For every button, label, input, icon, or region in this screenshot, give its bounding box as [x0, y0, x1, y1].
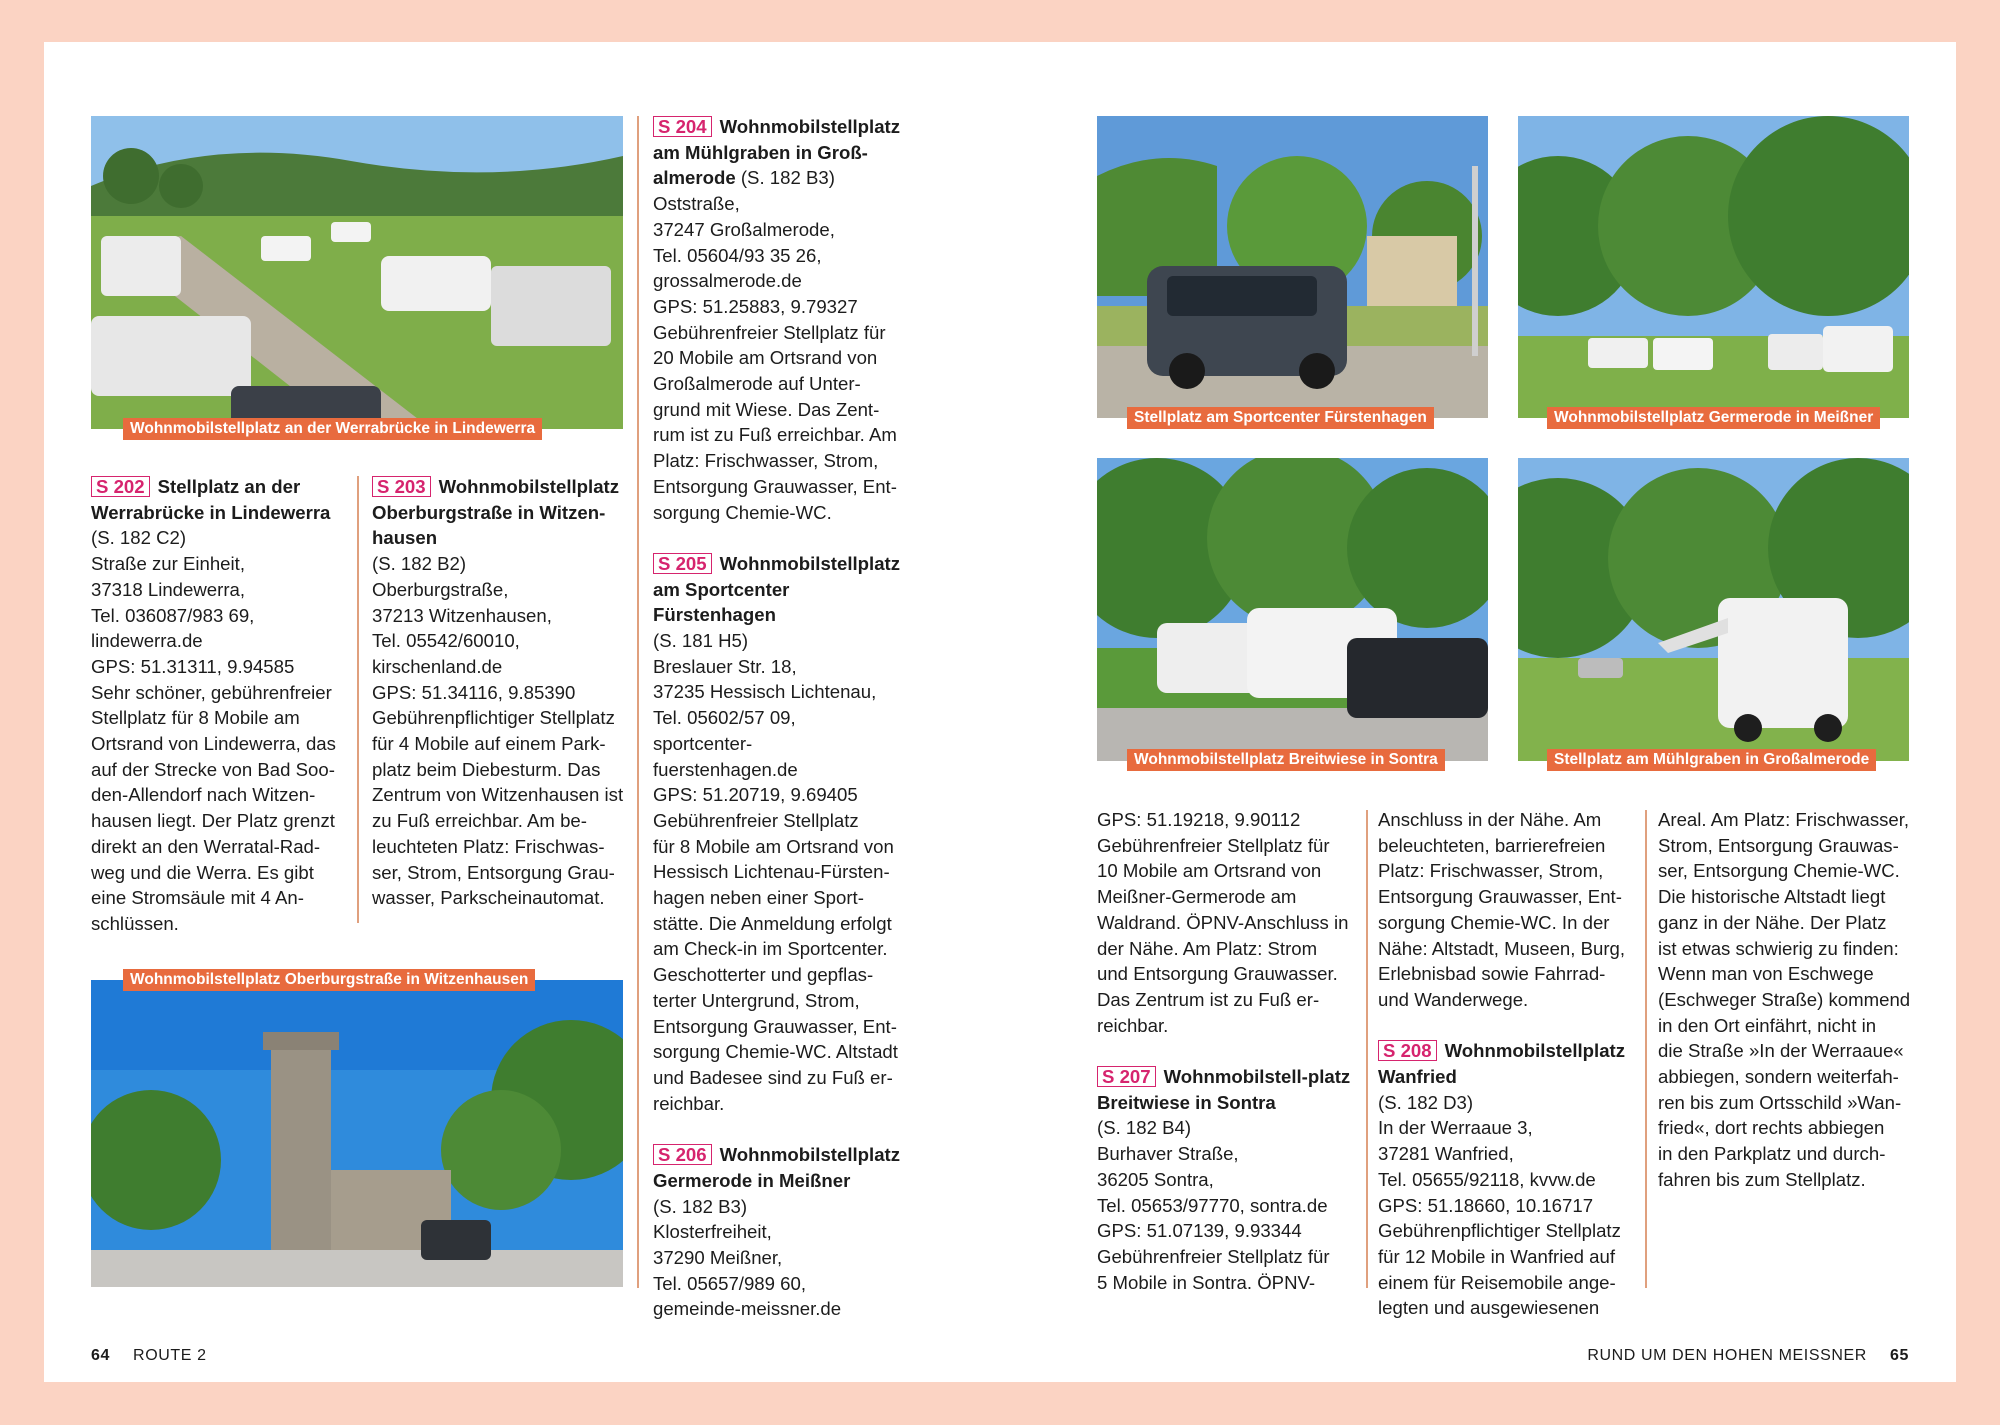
motorhome-image — [1518, 458, 1909, 761]
column-divider — [1366, 810, 1368, 1288]
text-column-6 — [1658, 807, 1920, 1218]
entry-s203: S 203 Wohnmobilstellplatz Oberburgstraße in Witzen-hausen (S. 182 B2) Oberburgstraße, 37213 Witzenhausen, Tel. 05542/60010, kirschenland.de GPS: 51.34116, 9.85390 Gebührenpflichtiger Stellplatz für 4 Mobile auf einem Park- platz beim Diebesturm. Das Zentrum von Witzenhausen ist zu Fuß erreichbar. Am be- leuchteten Platz: Frischwas- ser, Strom, Entsorgung Grau- wasser, Parkscheinautomat. — [372, 476, 624, 909]
entry-s204: S 204 Wohnmobilstellplatz am Mühlgraben in Groß-almerode (S. 182 B3) Oststraße, 37247 Großalmerode, Tel. 05604/93 35 26, grossalmerode.de GPS: 51.25883, 9.79327 Gebührenfreier Stellplatz für 20 Mobile am Ortsrand von Großalmerode auf Unter- grund mit Wiese. Das Zent- rum ist zu Fuß erreichbar. Am Platz: Frischwasser, Strom, Entsorgung Grauwasser, Ent- sorgung Chemie-WC. — [653, 116, 901, 523]
entry-s207: S 207 Wohnmobilstell-platz Breitwiese in Sontra (S. 182 B4) Burhaver Straße, 36205 Sontra, Tel. 05653/97770, sontra.de GPS: 51.07139, 9.93344 Gebührenfreier Stellplatz für 5 Mobile in Sontra. ÖPNV- — [1097, 1066, 1351, 1293]
route-label: ROUTE 2 — [133, 1347, 207, 1364]
footer-left — [91, 1347, 207, 1365]
entry-title: Wohnmobilstellplatz Oberburgstraße in Witzen-hausen — [372, 476, 620, 549]
van-image — [1097, 116, 1488, 418]
column-divider — [1645, 810, 1647, 1288]
entry-s205: S 205 Wohnmobilstellplatz am Sportcenter Fürstenhagen (S. 181 H5) Breslauer Str. 18, 37235 Hessisch Lichtenau, Tel. 05602/57 09, sportcenter- fuerstenhagen.de GPS: 51.20719, 9.69405 Gebührenfreier Stellplatz für 8 Mobile am Ortsrand von Hessisch Lichtenau-Fürsten- hagen neben einer Sport- stätte. Die Anmeldung erfolgt am Check-in im Sportcenter. Geschotterter und gepflas- terter Untergrund, Strom, Entsorgung Grauwasser, Ent- sorgung Chemie-WC. Altstadt und Badesee sind zu Fuß er- reichbar. — [653, 552, 901, 1114]
tower-image — [91, 980, 623, 1287]
entry-title: Wohnmobilstellplatz Germerode in Meißner — [653, 1144, 901, 1191]
photo-caption: Stellplatz am Mühlgraben in Großalmerode — [1547, 749, 1876, 771]
photo-caption: Wohnmobilstellplatz Oberburgstraße in Witzenhausen — [123, 969, 535, 991]
entry-s207-continuation: Anschluss in der Nähe. Am beleuchteten, barrierefreien Platz: Frischwasser, Strom, Entsorgung Grauwasser, Ent- sorgung Chemie-WC. In der Nähe: Altstadt, Museen, Burg, Erlebnisbad sowie Fahrrad- und Wanderwege. — [1378, 809, 1626, 1010]
map-ref: (S. 182 C2) — [91, 527, 187, 549]
map-ref: (S. 182 D3) — [1378, 1091, 1474, 1113]
entry-code: S 208 — [1378, 1040, 1437, 1061]
entry-s206: S 206 Wohnmobilstellplatz Germerode in Meißner (S. 182 B3) Klosterfreiheit, 37290 Meißner, Tel. 05657/989 60, gemeinde-meissner.de — [653, 1144, 901, 1320]
entry-code: S 202 — [91, 476, 150, 497]
entry-title: Wohnmobilstellplatz am Sportcenter Fürstenhagen — [653, 552, 901, 626]
camper-field-image — [91, 116, 623, 429]
map-ref: (S. 181 H5) — [653, 630, 749, 652]
map-ref: (S. 182 B3) — [653, 1195, 748, 1217]
entry-title: Wohnmobilstellplatz Wanfried — [1378, 1040, 1626, 1088]
entry-code: S 205 — [653, 553, 712, 574]
photo-fuerstenhagen — [1097, 116, 1488, 418]
page-number: 64 — [91, 1347, 110, 1364]
entry-s202: S 202 Stellplatz an der Werrabrücke in Lindewerra (S. 182 C2) Straße zur Einheit, 37318 Lindewerra, Tel. 036087/983 69, lindewerra.de GPS: 51.31311, 9.94585 Sehr schöner, gebührenfreier Stellplatz für 8 Mobile am Ortsrand von Lindewerra, das auf der Strecke von Bad Soo- den-Allendorf nach Witzen- hausen liegt. Der Platz grenzt direkt an den Werratal-Rad- weg und die Werra. Es gibt eine Stromsäule mit 4 An- schlüssen. — [91, 476, 336, 934]
photo-caption: Wohnmobilstellplatz an der Werrabrücke in Lindewerra — [123, 418, 542, 440]
entry-code: S 206 — [653, 1144, 712, 1165]
map-ref: (S. 182 B3) — [740, 167, 835, 189]
column-divider — [357, 476, 359, 923]
caravans-image — [1097, 458, 1488, 761]
entry-title: Stellplatz an der Werrabrücke in Lindewerra — [91, 476, 331, 523]
book-spread — [44, 42, 1956, 1382]
map-ref: (S. 182 B2) — [372, 553, 467, 575]
text-column-4 — [1097, 807, 1357, 1321]
photo-caption: Wohnmobilstellplatz Germerode in Meißner — [1547, 407, 1880, 429]
text-column-5 — [1378, 807, 1640, 1347]
entry-code: S 204 — [653, 116, 712, 137]
photo-sontra — [1097, 458, 1488, 761]
photo-germerode — [1518, 116, 1909, 418]
section-label: RUND UM DEN HOHEN MEISSNER — [1587, 1347, 1867, 1364]
entry-title: Wohnmobilstell-platz Breitwiese in Sontra — [1097, 1066, 1351, 1113]
photo-caption: Stellplatz am Sportcenter Fürstenhagen — [1127, 407, 1434, 429]
entry-s206-continuation: GPS: 51.19218, 9.90112 Gebührenfreier Stellplatz für 10 Mobile am Ortsrand von Meißner-Germerode am Waldrand. ÖPNV-Anschluss in der Nähe. Am Platz: Strom und Entsorgung Grauwasser. Das Zentrum ist zu Fuß er- reichbar. — [1097, 809, 1349, 1036]
page-number: 65 — [1890, 1347, 1909, 1364]
entry-title: Wohnmobilstellplatz am Mühlgraben in Groß-almerode — [653, 116, 901, 189]
text-column-1 — [91, 474, 346, 962]
entry-s208: S 208 Wohnmobilstellplatz Wanfried (S. 182 D3) In der Werraaue 3, 37281 Wanfried, Tel. 05655/92118, kvvw.de GPS: 51.18660, 10.16717 Gebührenpflichtiger Stellplatz für 12 Mobile in Wanfried auf einem für Reisemobile ange- legten und ausgewiesenen — [1378, 1040, 1626, 1319]
entry-code: S 203 — [372, 476, 431, 497]
entry-code: S 207 — [1097, 1066, 1156, 1087]
text-column-2 — [372, 474, 627, 937]
campers-forest-image — [1518, 116, 1909, 418]
photo-caption: Wohnmobilstellplatz Breitwiese in Sontra — [1127, 749, 1445, 771]
photo-muehlgraben — [1518, 458, 1909, 761]
photo-witzenhausen — [91, 980, 623, 1287]
column-divider — [637, 116, 639, 1288]
footer-right — [1587, 1347, 1909, 1365]
photo-lindewerra — [91, 116, 623, 429]
text-column-3 — [653, 114, 913, 1348]
map-ref: (S. 182 B4) — [1097, 1117, 1192, 1139]
entry-s208-continuation: Areal. Am Platz: Frischwasser, Strom, Entsorgung Grauwas- ser, Entsorgung Chemie-WC. Die historische Altstadt liegt ganz in der Nähe. Der Platz ist etwas schwierig zu finden: Wenn man von Eschwege (Eschweger Straße) kommend in den Ort einfährt, nicht in die Straße »In der Werraaue« abbiegen, sondern weiterfah- ren bis zum Ortsschild »Wan- fried«, dort rechts abbiegen in den Parkplatz und durch- fahren bis zum Stellplatz. — [1658, 809, 1911, 1190]
